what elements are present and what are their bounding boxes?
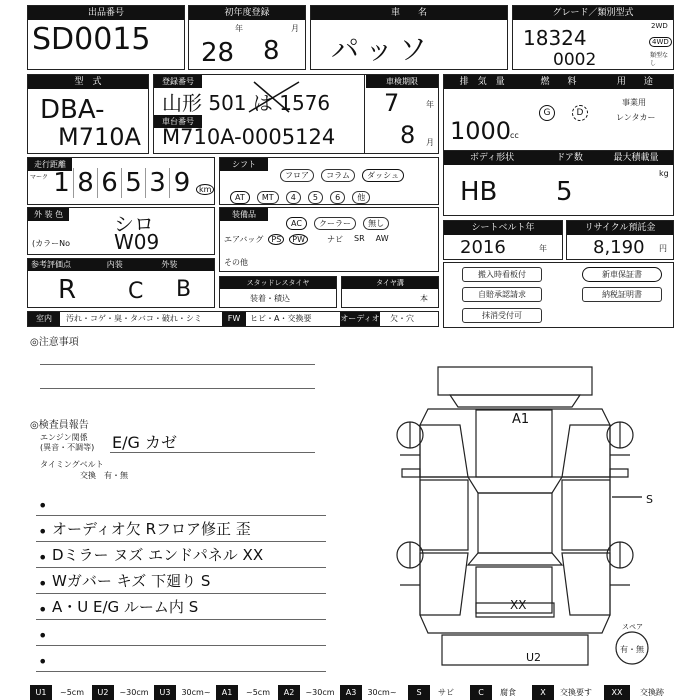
legend-key: U1 [30,685,52,700]
registration-box [153,74,439,154]
shift-column: コラム [321,169,355,182]
engine-line [110,452,315,453]
equip-sr: SR [354,234,365,243]
drive-2wd: 2WD [651,22,668,30]
fuel-d: D [572,105,588,121]
first-registration-year: 28 [201,38,235,68]
legend-key: A1 [216,685,238,700]
equip-ac: AC [286,217,307,230]
legend-key: U2 [92,685,114,700]
color-box [27,207,215,255]
color-label: 外 装 色 [28,208,69,221]
legend-value: 腐食 [500,688,516,697]
lot-number: SD0015 [32,22,151,57]
plate-label: 登録番号 [154,75,202,88]
legend-key: C [470,685,492,700]
mileage-marker: マーク [30,174,49,181]
legend-value: サビ [438,688,454,697]
capacity-unit: kg [659,169,669,178]
note-line [40,388,315,389]
year-unit: 年 [235,24,243,33]
mileage-digit: 6 [98,168,122,198]
model-label: 型 式 [28,75,148,89]
mileage-digit: 9 [173,168,191,198]
legend-value: ~5cm [60,688,84,697]
equip-cooler: クーラー [314,217,356,230]
condition-audio-label: オーディオ [340,312,380,326]
legend-key: A2 [278,685,300,700]
recycle-value: 8,190 [593,237,645,258]
grade-overall: R [58,275,77,305]
inspection-divider [364,75,365,153]
equip-none: 無し [363,217,389,230]
damage-mark: S [646,493,653,506]
grades-header [28,259,214,271]
report-line: • A・U E/G ルーム内 S [36,594,326,620]
tire-unit: 本 [420,294,428,303]
engine-condition-sub: (異音・不調等) [40,443,95,452]
doc-tax: 納税証明書 [582,287,662,302]
use-business: 事業用 [622,98,646,107]
equipment-row2 [224,234,389,245]
inspection-year: 7 [384,89,400,117]
chassis-label: 車台番号 [154,115,202,128]
damage-mark: U2 [526,651,542,664]
inspector-label: ◎検査員報告 [30,420,89,431]
report-line: • オーディオ欠 Rフロア修正 歪 [36,516,326,542]
shift-label: シフト [220,158,268,171]
condition-row [27,311,439,327]
drive-4wd: 4WD [649,37,672,47]
legend-key: U3 [154,685,176,700]
legend-key: S [408,685,430,700]
legend-value: 交換要す [560,688,592,697]
engine-box [443,74,674,154]
car-name-box [310,5,508,70]
doc-signboard: 搬入時看板付 [462,267,542,282]
tire-label: タイヤ溝 [342,277,438,289]
notes-label: ◎注意事項 [30,337,79,348]
doors-label: ドア数 [556,153,583,163]
displacement-label: 排 気 量 [459,77,505,87]
seatbelt-value: 2016 [460,237,506,258]
doc-warranty: 新車保証書 [582,267,662,282]
inspection-year-unit: 年 [426,100,434,109]
mileage-digits [50,168,194,198]
seatbelt-box [443,220,563,260]
shift-options-top [280,163,406,182]
mileage-digit: 3 [146,168,170,198]
condition-fw-label: FW [222,312,246,326]
use-rental: レンタカー [616,113,656,122]
engine-condition-value: E/G カゼ [112,433,177,452]
grade-exterior: B [176,277,192,302]
studless-label: スタッドレスタイヤ [220,277,336,289]
grades-label: 参考評価点 [31,260,71,269]
displacement-value: 1000 [450,117,512,145]
body-box [443,150,674,216]
equip-ps: PS [268,234,284,245]
equip-navi: ナビ [327,235,344,244]
color-code-value: W09 [114,230,160,254]
grades-exterior-label: 外装 [161,260,178,269]
lot-box [27,5,185,70]
legend-key: X [532,685,554,700]
month-unit: 月 [291,24,299,33]
shift-options-bottom [230,185,372,204]
grade-label: グレード／類別型式 [513,6,673,20]
legend-key: A3 [340,685,362,700]
mileage-label: 走行距離 [28,158,72,171]
displacement-unit: cc [510,131,519,140]
report-text: Wガバー キズ 下廻り S [52,572,211,590]
legend-key: XX [604,685,630,700]
doors-value: 5 [556,177,573,207]
engine-header [444,75,673,89]
report-text: オーディオ欠 Rフロア修正 歪 [52,520,251,538]
car-name-label: 車 名 [311,6,507,20]
use-label: 用 途 [616,77,653,87]
inspection-month: 8 [400,121,416,149]
timing-belt-label: タイミングベルト [40,460,104,469]
spare-value: 有・無 [620,645,644,654]
grade-interior: C [128,279,144,304]
damage-legend [0,685,700,700]
seatbelt-unit: 年 [539,244,547,253]
recycle-unit: 円 [659,244,667,253]
grades-box [27,258,215,308]
car-name: パッソ [331,33,434,66]
report-line: • Wガバー キズ 下廻り S [36,568,326,594]
documents-box [443,262,674,328]
color-code-label: (カラーNo [32,239,70,248]
capacity-label: 最大積載量 [613,153,659,163]
shift-floor: フロア [280,169,314,182]
report-line: • [36,646,326,672]
shift-6: 6 [330,191,345,204]
legend-value: 30cm~ [181,688,211,697]
car-diagram [380,365,680,675]
report-text: Dミラー ヌズ エンドパネル XX [52,546,264,564]
legend-value: ~30cm [119,688,149,697]
first-registration-label: 初年度登録 [189,6,305,20]
mileage-digit: 5 [122,168,146,198]
note-line [40,364,315,365]
shift-dash: ダッシュ [362,169,404,182]
shift-other: 他 [352,191,370,204]
mileage-unit: km [196,184,214,195]
grade-value-1: 18324 [523,26,587,50]
recycle-box [566,220,674,260]
model-value-1: DBA- [40,95,105,125]
shift-mt: MT [257,191,279,204]
plate-value: 山形 501 は 1576 [162,91,331,115]
body-header [444,151,673,165]
grade-value-2: 0002 [553,50,597,70]
legend-value: ~30cm [305,688,335,697]
studless-box [219,276,337,308]
first-registration-box [188,5,306,70]
recycle-label: リサイクル預託金 [567,221,673,235]
grade-box [512,5,674,70]
grades-interior-label: 内装 [106,260,123,269]
shift-at: AT [230,191,250,204]
doc-liability: 自賠承認請求 [462,287,542,302]
seatbelt-label: シートベルト年 [444,221,562,235]
shift-4: 4 [286,191,301,204]
legend-value: 交換跡 [640,688,664,697]
body-type-label: ボディ形状 [469,153,515,163]
shift-box [219,157,439,205]
equip-pw: PW [289,234,308,245]
mileage-box [27,157,215,205]
condition-fw-items: ヒビ・A・交換要 [250,314,312,323]
model-box [27,74,149,154]
spare-label: スペア [622,623,643,631]
report-line: • [36,620,326,646]
fuel-label: 燃 料 [540,77,577,87]
legend-value: ~5cm [246,688,270,697]
inspection-label: 車検期限 [366,75,438,88]
inspection-month-unit: 月 [426,138,434,147]
report-text: A・U E/G ルーム内 S [52,598,199,616]
drive-other: 類型なし [650,52,669,67]
doc-cancel: 抹消受付可 [462,308,542,323]
condition-interior-items: 汚れ・コゲ・臭・タバコ・破れ・シミ [66,314,202,323]
engine-condition-label: エンジン関係 [40,433,88,442]
condition-interior-label: 室内 [28,312,60,326]
studless-options: 装着・積込 [250,294,290,303]
equip-aw: AW [375,234,389,243]
inspector-bullets [36,490,326,672]
tire-box [341,276,439,308]
lot-label: 出品番号 [28,6,184,20]
shift-5: 5 [308,191,323,204]
legend-value: 30cm~ [367,688,397,697]
equipment-other-label: その他 [224,258,248,267]
equipment-box [219,207,439,272]
first-registration-month: 8 [263,36,280,66]
color-value: シロ [114,212,154,236]
mileage-digit: 8 [74,168,98,198]
equip-airbag: エアバッグ [224,235,264,244]
equipment-label: 装備品 [220,208,268,221]
fuel-g: G [539,105,555,121]
report-line: • Dミラー ヌズ エンドパネル XX [36,542,326,568]
damage-mark: XX [510,598,527,612]
chassis-value: M710A-0005124 [162,125,336,149]
damage-mark: A1 [512,412,530,427]
equipment-row1 [286,211,391,230]
timing-belt-sub: 交換 有・無 [80,471,128,480]
report-line: • [36,490,326,516]
strike-mark [244,77,304,117]
mileage-digit: 1 [50,168,74,198]
body-type-value: HB [460,177,498,207]
model-value-2: M710A [58,123,141,151]
condition-audio-items: 欠・穴 [390,314,414,323]
